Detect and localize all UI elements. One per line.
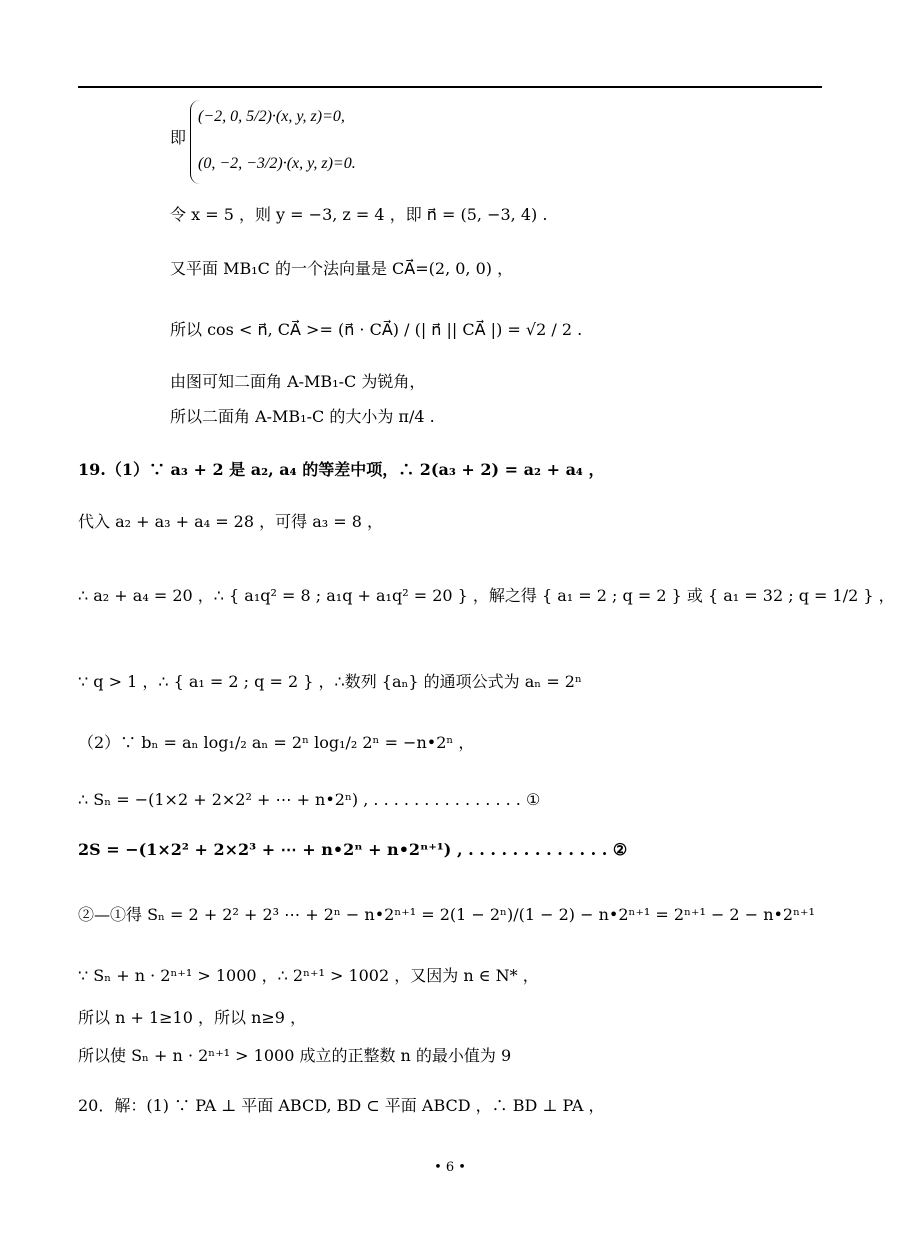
- p19-line1: 19.（1）∵ a₃ + 2 是 a₂, a₄ 的等差中项，∴ 2(a₃ + 2) = a₂ + a₄ ，: [78, 460, 605, 479]
- p19-line2: 代入 a₂ + a₃ + a₄ = 28 ，可得 a₃ = 8 ，: [78, 512, 384, 531]
- text-cos: 所以 cos < n⃗, CA⃗ >= (n⃗ · CA⃗) / (| n⃗ || CA⃗ |) = √2 / 2 .: [170, 320, 583, 339]
- p19-subtract: ②—①得 Sₙ = 2 + 2² + 2³ ⋯ + 2ⁿ − n•2ⁿ⁺¹ = 2(1 − 2ⁿ)/(1 − 2) − n•2ⁿ⁺¹ = 2ⁿ⁺¹ − 2 − n•2ⁿ⁺¹: [78, 905, 815, 924]
- text-normal-vector: 又平面 MB₁C 的一个法向量是 CA⃗=(2, 0, 0) ，: [170, 259, 514, 278]
- system-intro: 即: [170, 128, 187, 147]
- system-eq1: (−2, 0, 5/2)·(x, y, z)=0,: [198, 108, 345, 125]
- p19-line4: ∵ q > 1 ，∴ { a₁ = 2 ; q = 2 } ，∴数列 {aₙ} 的通项公式为 aₙ = 2ⁿ: [78, 672, 582, 691]
- p20-line1: 20．解：(1) ∵ PA ⊥ 平面 ABCD, BD ⊂ 平面 ABCD ，∴ BD ⊥ PA ，: [78, 1096, 605, 1115]
- p19-n-bound: 所以 n + 1≥10 ，所以 n≥9 ，: [78, 1008, 307, 1027]
- p19-conclusion: 所以使 Sₙ + n · 2ⁿ⁺¹ > 1000 成立的正整数 n 的最小值为 9: [78, 1046, 512, 1065]
- text-acute: 由图可知二面角 A-MB₁-C 为锐角，: [170, 372, 426, 391]
- p19-sum2: 2S = −(1×2² + 2×2³ + ⋯ + n•2ⁿ + n•2ⁿ⁺¹) , . . . . . . . . . . . . . ②: [78, 840, 628, 859]
- header-rule: [78, 86, 822, 88]
- system-eq2: (0, −2, −3/2)·(x, y, z)=0.: [198, 155, 356, 172]
- page-number: • 6 •: [434, 1160, 466, 1175]
- p19-part2: （2）∵ bₙ = aₙ log₁/₂ aₙ = 2ⁿ log₁/₂ 2ⁿ = −n•2ⁿ ，: [78, 733, 475, 752]
- p19-line3: ∴ a₂ + a₄ = 20 ，∴ { a₁q² = 8 ; a₁q + a₁q² = 20 } ，解之得 { a₁ = 2 ; q = 2 } 或 { a₁ = 32 ; q = 1/2 } ，: [78, 586, 895, 605]
- text-let-x: 令 x = 5 ，则 y = −3, z = 4 ，即 n⃗ = (5, −3, 4) .: [170, 205, 548, 224]
- p19-sum1: ∴ Sₙ = −(1×2 + 2×2² + ⋯ + n•2ⁿ) , . . . . . . . . . . . . . . . ①: [78, 790, 541, 809]
- text-angle-size: 所以二面角 A-MB₁-C 的大小为 π/4 .: [170, 407, 435, 426]
- p19-ineq: ∵ Sₙ + n · 2ⁿ⁺¹ > 1000 ，∴ 2ⁿ⁺¹ > 1002 ，又因为 n ∈ N* ，: [78, 966, 539, 985]
